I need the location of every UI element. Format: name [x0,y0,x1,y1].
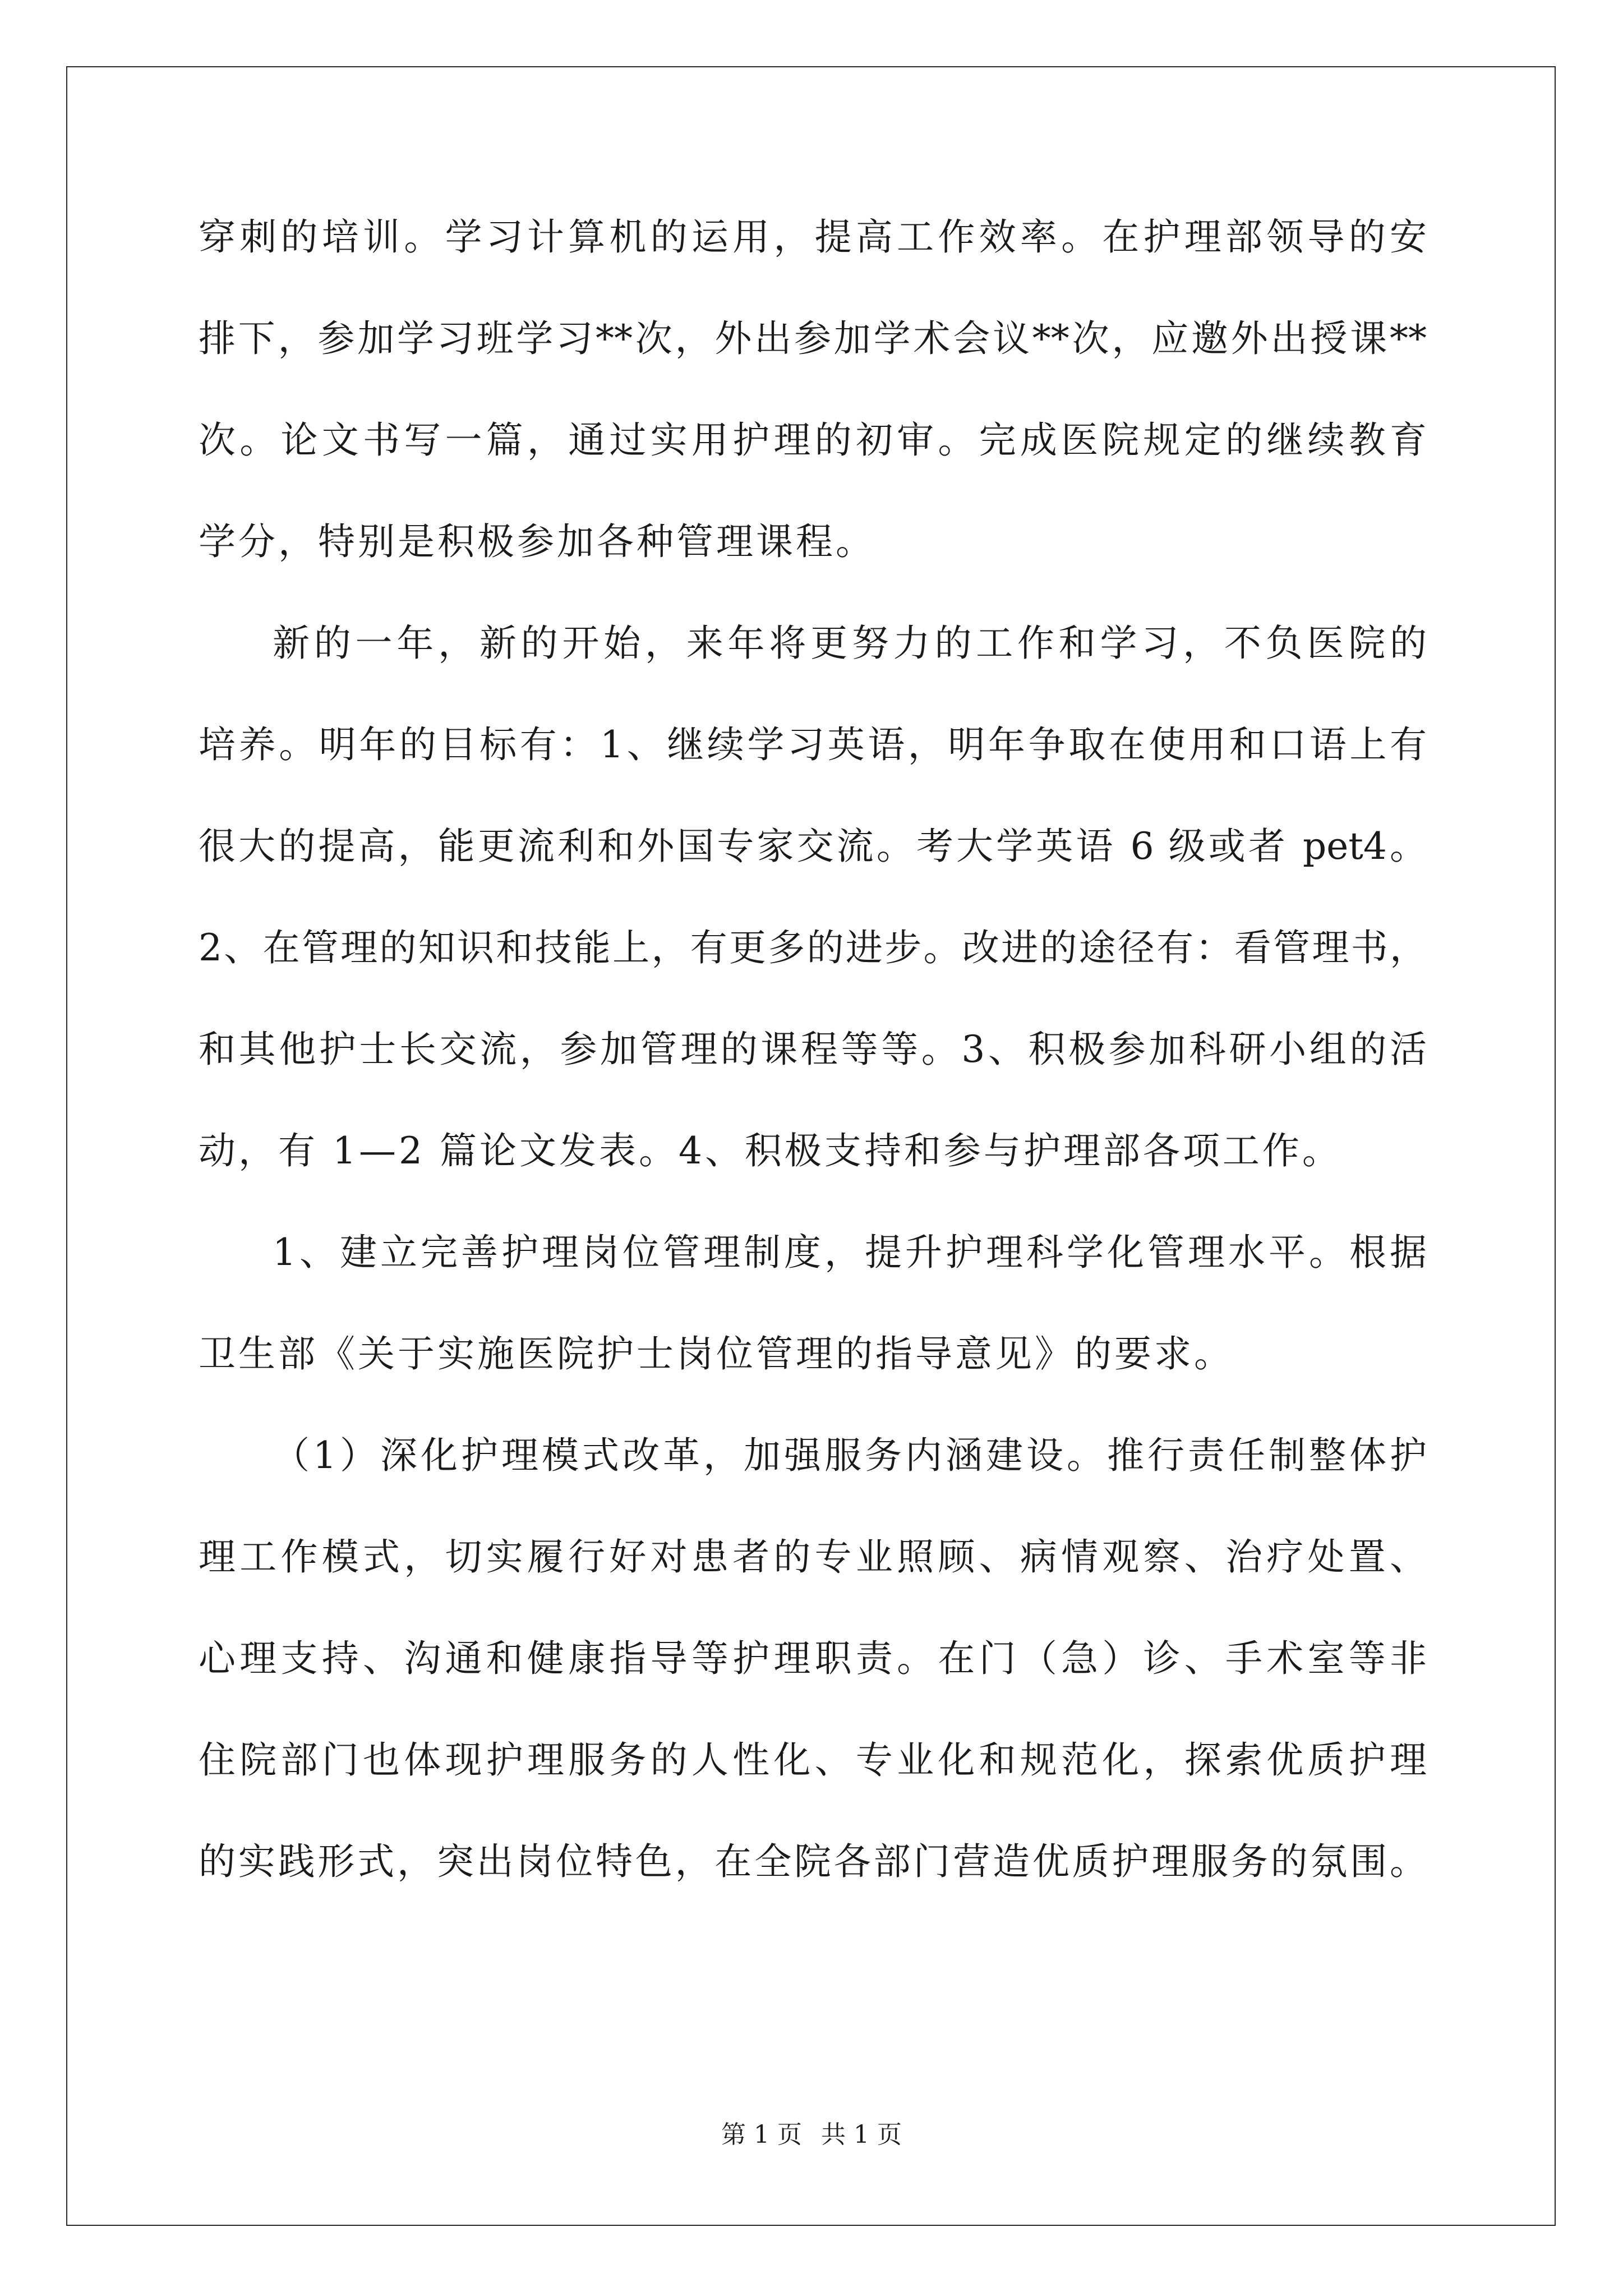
text-line: 和其他护士长交流，参加管理的课程等等。3、积极参加科研小组的活 [199,1028,1427,1071]
text-line: 新的一年，新的开始，来年将更努力的工作和学习，不负医院的 [273,622,1427,665]
page-footer [0,2119,1623,2151]
text-line: 学分，特别是积极参加各种管理课程。 [199,520,875,563]
text-line: 住院部门也体现护理服务的人性化、专业化和规范化，探索优质护理 [199,1738,1427,1782]
page-number-total: 共 1 页 [821,2120,902,2149]
text-line: 穿刺的培训。学习计算机的运用，提高工作效率。在护理部领导的安 [199,215,1427,259]
page-number-current: 第 1 页 [721,2120,802,2149]
text-line: 的实践形式，突出岗位特色，在全院各部门营造优质护理服务的氛围。 [199,1840,1427,1883]
text-line: 2、在管理的知识和技能上，有更多的进步。改进的途径有：看管理书， [199,926,1427,969]
text-line: 很大的提高，能更流利和外国专家交流。考大学英语 6 级或者 pet4。 [199,825,1427,868]
text-line: 培养。明年的目标有：1、继续学习英语，明年争取在使用和口语上有 [199,723,1427,766]
document-body [199,211,1427,1937]
text-line: （1）深化护理模式改革，加强服务内涵建设。推行责任制整体护 [273,1434,1427,1477]
text-line: 次。论文书写一篇，通过实用护理的初审。完成医院规定的继续教育 [199,418,1427,462]
text-line: 排下，参加学习班学习**次，外出参加学术会议**次，应邀外出授课** [199,317,1427,360]
text-line: 1、建立完善护理岗位管理制度，提升护理科学化管理水平。根据 [273,1231,1427,1274]
text-line: 心理支持、沟通和健康指导等护理职责。在门（急）诊、手术室等非 [199,1637,1427,1680]
text-line: 卫生部《关于实施医院护士岗位管理的指导意见》的要求。 [199,1332,1234,1375]
text-line: 理工作模式，切实履行好对患者的专业照顾、病情观察、治疗处置、 [199,1535,1427,1579]
text-line: 动，有 1—2 篇论文发表。4、积极支持和参与护理部各项工作。 [199,1129,1342,1172]
